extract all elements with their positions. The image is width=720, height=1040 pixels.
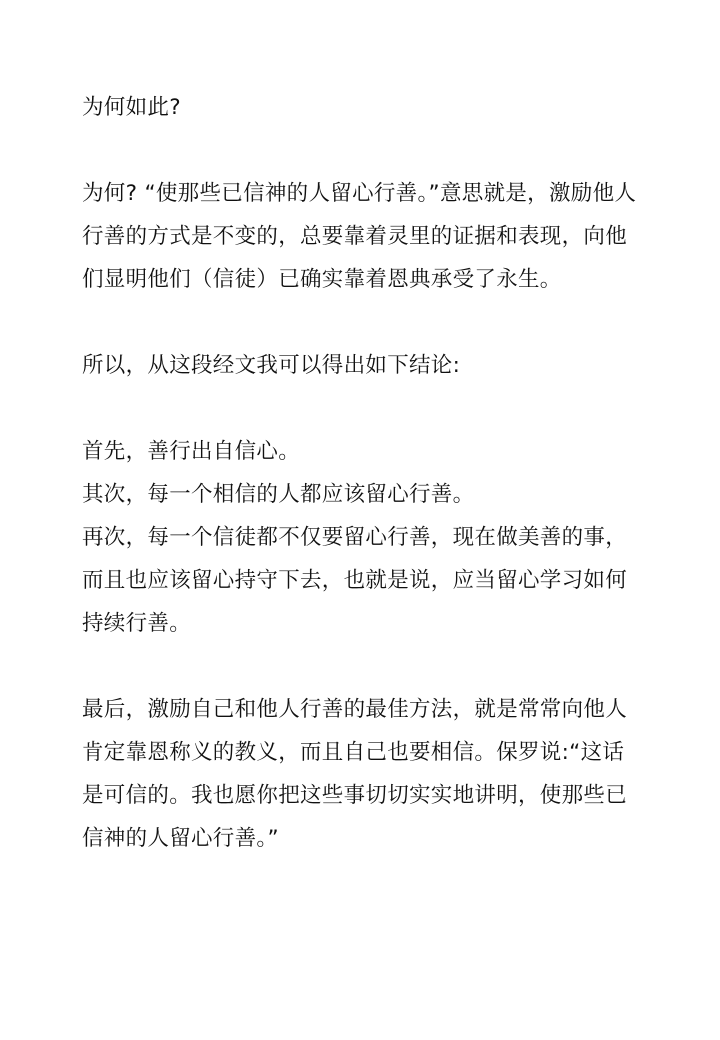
paragraph-first-point: 首先，善行出自信心。 — [82, 439, 301, 464]
paragraph-spacer — [82, 129, 642, 172]
paragraph-spacer — [82, 645, 642, 688]
paragraph-final-point: 最后，激励自己和他人行善的最佳方法，就是常常向他人肯定靠恩称义的教义，而且自己也要相信。保罗说:“这话是可信的。我也愿你把这些事切切实实地讲明，使那些已信神的人留心行善。” — [82, 697, 628, 851]
paragraph-spacer — [82, 387, 642, 430]
paragraph-third-point: 再次，每一个信徒都不仅要留心行善，现在做美善的事，而且也应该留心持守下去，也就是说，应当留心学习如何持续行善。 — [82, 525, 628, 636]
paragraph-heading-question: 为何如此? — [82, 95, 181, 120]
paragraph-explanation: 为何? “使那些已信神的人留心行善。”意思就是，激励他人行善的方式是不变的，总要靠着灵里的证据和表现，向他们显明他们（信徒）已确实靠着恩典承受了永生。 — [82, 181, 637, 292]
paragraph-spacer — [82, 301, 642, 344]
paragraph-second-point: 其次，每一个相信的人都应该留心行善。 — [82, 482, 475, 507]
paragraph-conclusion-intro: 所以，从这段经文我可以得出如下结论: — [82, 353, 461, 378]
article-body — [82, 86, 642, 860]
